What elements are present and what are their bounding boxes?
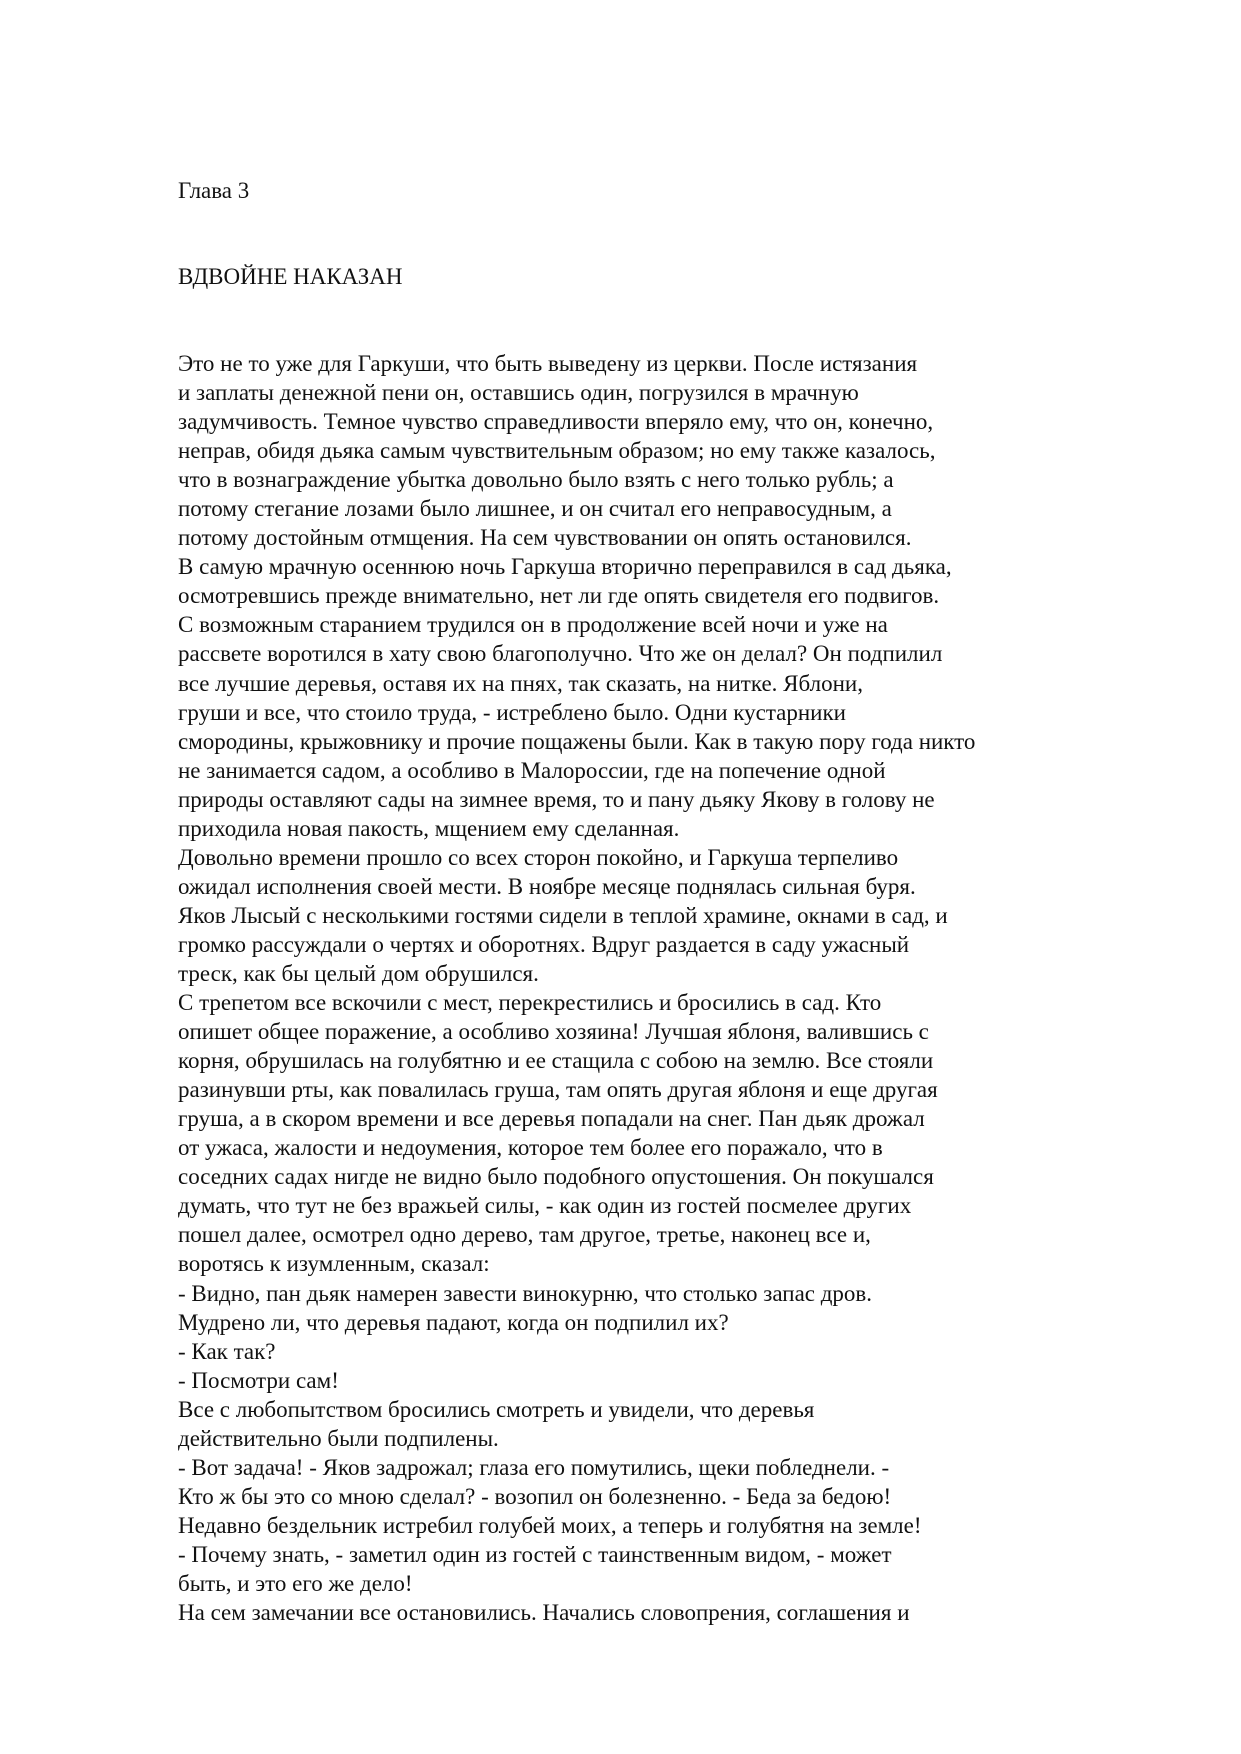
text-line: Довольно времени прошло со всех сторон покойно, и Гаркуша терпеливо	[178, 844, 899, 870]
text-line: Это не то уже для Гаркуши, что быть выведену из церкви. После истязания	[178, 351, 918, 376]
text-line: корня, обрушилась на голубятню и ее стащила с собою на землю. Все стояли	[178, 1048, 934, 1074]
text-line: и заплаты денежной пени он, оставшись один, погрузился в мрачную	[178, 380, 859, 406]
text-line: не занимается садом, а особливо в Малороссии, где на попечение одной	[178, 757, 886, 783]
text-line: приходила новая пакость, мщением ему сделанная.	[178, 815, 680, 841]
text-line: неправ, обидя дьяка самым чувствительным образом; но ему также казалось,	[178, 438, 936, 464]
text-line: разинувши рты, как повалилась груша, там опять другая яблоня и еще другая	[178, 1077, 938, 1103]
text-line: Недавно бездельник истребил голубей моих, а теперь и голубятня на земле!	[178, 1512, 922, 1538]
text-line: что в вознаграждение убытка довольно было взять с него только рубль; а	[178, 467, 894, 493]
text-line: действительно были подпилены.	[178, 1425, 499, 1451]
text-line: груша, а в скором времени и все деревья попадали на снег. Пан дьяк дрожал	[178, 1106, 925, 1132]
text-line: рассвете воротился в хату свою благополучно. Что же он делал? Он подпилил	[178, 641, 943, 667]
text-line: Мудрено ли, что деревья падают, когда он подпилил их?	[178, 1309, 729, 1335]
text-line: громко рассуждали о чертях и оборотнях. Вдруг раздается в саду ужасный	[178, 931, 910, 957]
text-line: С возможным старанием трудился он в продолжение всей ночи и уже на	[178, 612, 888, 638]
text-line: треск, как бы целый дом обрушился.	[178, 960, 539, 986]
text-line: опишет общее поражение, а особливо хозяина! Лучшая яблоня, валившись с	[178, 1019, 929, 1045]
text-line: пошел далее, осмотрел одно дерево, там другое, третье, наконец все и,	[178, 1222, 871, 1248]
text-line: потому достойным отмщения. На сем чувствовании он опять остановился.	[178, 525, 912, 551]
text-line: ожидал исполнения своей мести. В ноябре месяце поднялась сильная буря.	[178, 873, 916, 899]
text-line: думать, что тут не без вражьей силы, - как один из гостей посмелее других	[178, 1193, 912, 1219]
text-line: осмотревшись прежде внимательно, нет ли где опять свидетеля его подвигов.	[178, 583, 940, 609]
text-line: воротясь к изумленным, сказал:	[178, 1251, 490, 1277]
text-line: все лучшие деревья, оставя их на пнях, так сказать, на нитке. Яблони,	[178, 670, 863, 696]
text-line: Все с любопытством бросились смотреть и увидели, что деревья	[178, 1396, 815, 1422]
text-line: С трепетом все вскочили с мест, перекрестились и бросились в сад. Кто	[178, 990, 882, 1016]
text-line: Кто ж бы это со мною сделал? - возопил он болезненно. - Беда за бедою!	[178, 1483, 892, 1509]
text-line: смородины, крыжовнику и прочие пощажены были. Как в такую пору года никто	[178, 728, 976, 754]
text-line: соседних садах нигде не видно было подобного опустошения. Он покушался	[178, 1164, 934, 1190]
text-line: - Почему знать, - заметил один из гостей с таинственным видом, - может	[178, 1541, 892, 1567]
text-line: природы оставляют сады на зимнее время, то и пану дьяку Якову в голову не	[178, 786, 935, 812]
text-line: - Вот задача! - Яков задрожал; глаза его помутились, щеки побледнели. -	[178, 1454, 890, 1480]
text-line: - Видно, пан дьяк намерен завести винокурню, что столько запас дров.	[178, 1280, 873, 1306]
text-line: Яков Лысый с несколькими гостями сидели в теплой храмине, окнами в сад, и	[178, 902, 948, 928]
text-line: - Посмотри сам!	[178, 1367, 339, 1393]
chapter-label: Глава 3	[178, 178, 250, 203]
text-line: В самую мрачную осеннюю ночь Гаркуша вторично переправился в сад дьяка,	[178, 554, 952, 580]
text-line: от ужаса, жалости и недоумения, которое тем более его поражало, что в	[178, 1135, 883, 1161]
body-text	[178, 349, 1178, 1627]
text-line: - Как так?	[178, 1338, 276, 1364]
text-line: потому стегание лозами было лишнее, и он считал его неправосудным, а	[178, 496, 892, 522]
text-line: быть, и это его же дело!	[178, 1570, 413, 1596]
text-line: задумчивость. Темное чувство справедливости вперяло ему, что он, конечно,	[178, 409, 934, 435]
chapter-title: ВДВОЙНЕ НАКАЗАН	[178, 264, 403, 289]
text-line: На сем замечании все остановились. Начались словопрения, соглашения и	[178, 1600, 910, 1626]
text-line: груши и все, что стоило труда, - истреблено было. Одни кустарники	[178, 699, 846, 725]
